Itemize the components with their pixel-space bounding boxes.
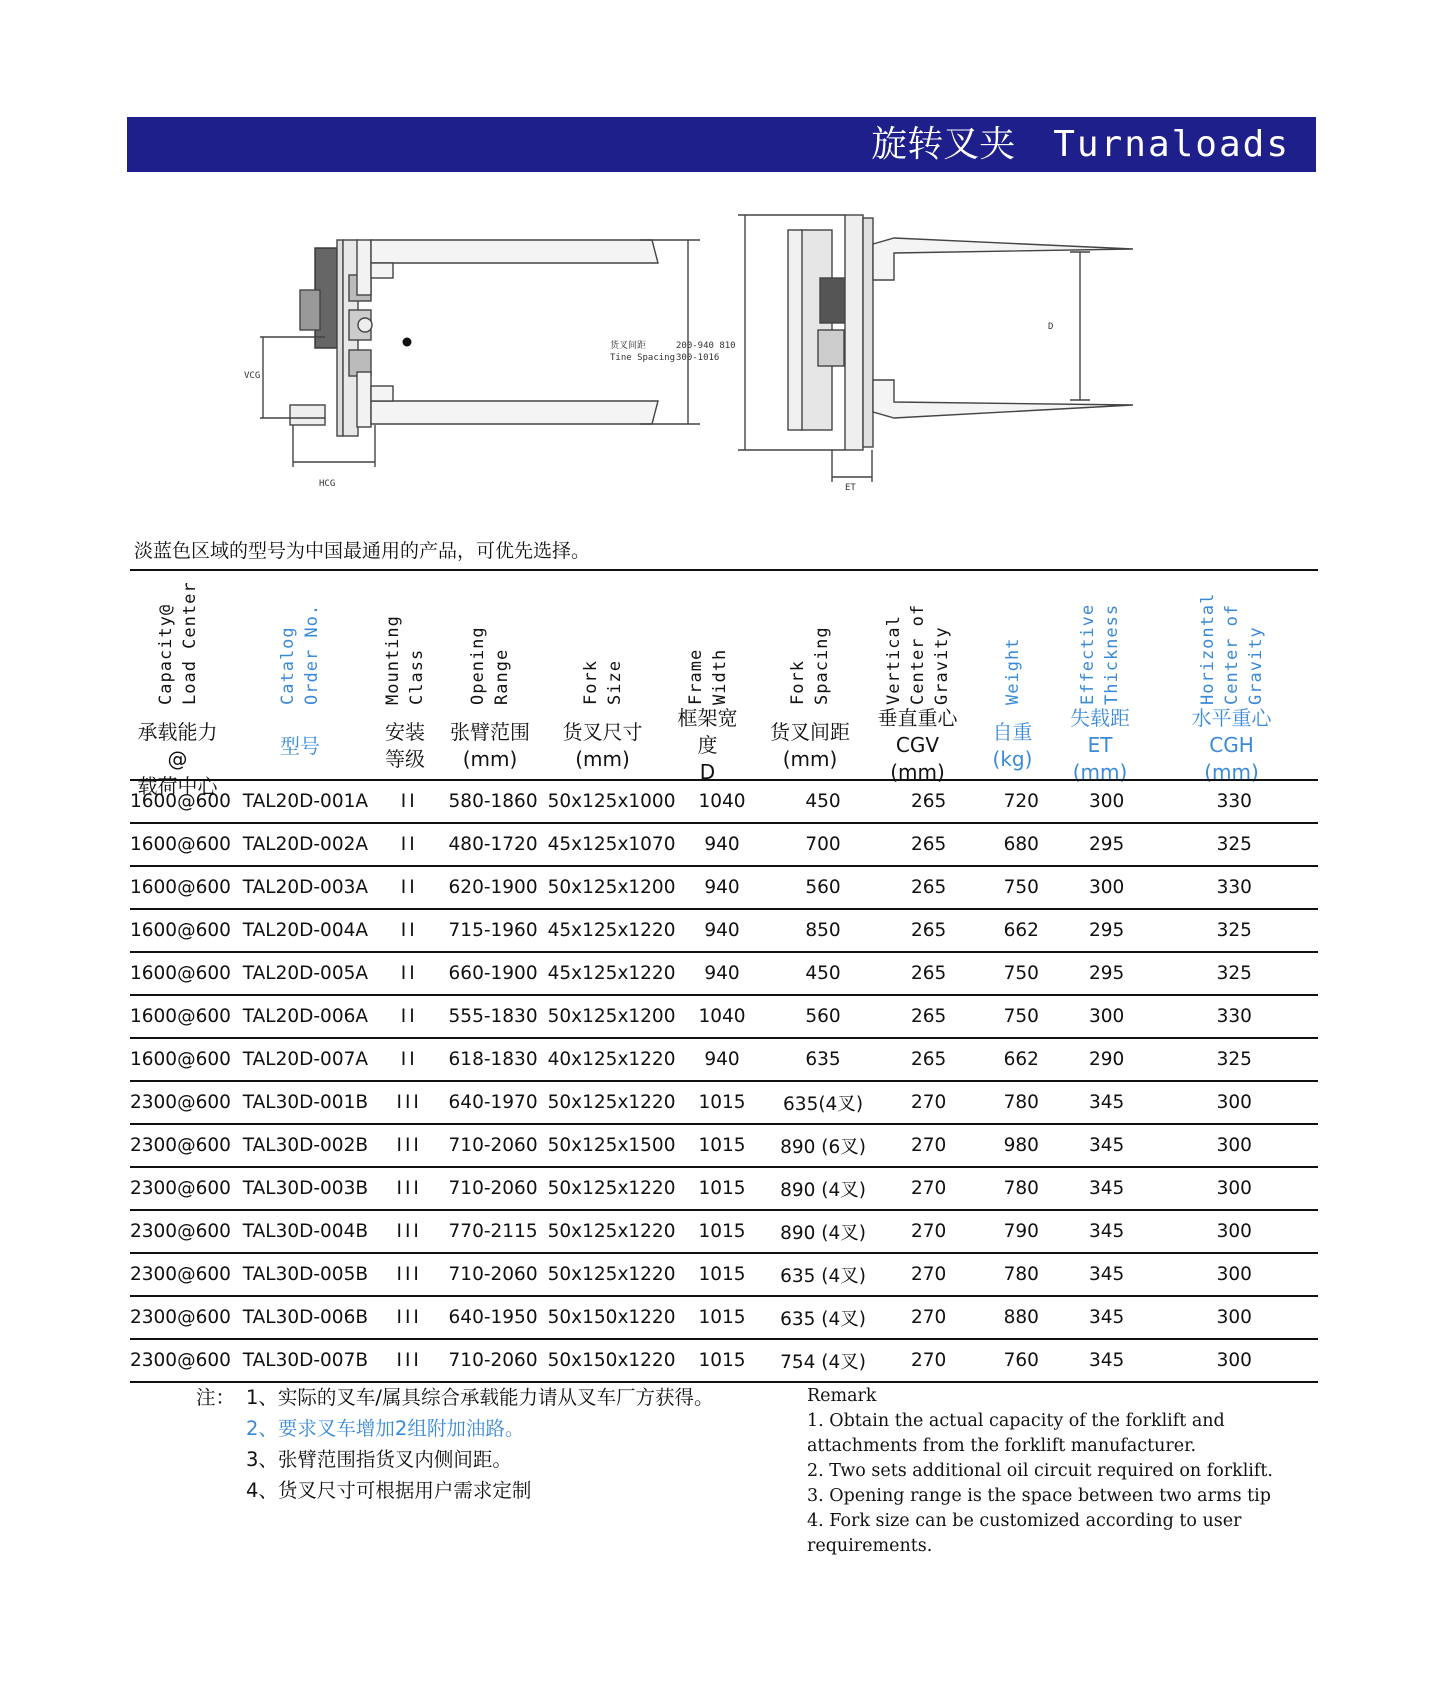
table-cell: TAL30D-003B (231, 1167, 380, 1210)
table-cell: 940 (675, 952, 768, 995)
header-en-1 (276, 575, 336, 705)
table-cell: 45x125x1070 (548, 823, 676, 866)
table-cell: 40x125x1220 (548, 1038, 676, 1081)
table-cell: TAL20D-001A (231, 780, 380, 823)
header-en-3 (466, 575, 526, 705)
remark-cn-2: 2、要求叉车增加2组附加油路。 (246, 1417, 525, 1440)
header-en-text-2: Mounting Class (383, 615, 427, 705)
table-cell: 300 (1151, 1339, 1319, 1382)
table-cell: 50x125x1220 (548, 1081, 676, 1124)
table-cell: TAL20D-006A (231, 995, 380, 1038)
table-row (130, 1210, 1318, 1253)
table-cell: 295 (1063, 909, 1151, 952)
table-cell: TAL20D-005A (231, 952, 380, 995)
table-cell: 1015 (675, 1253, 768, 1296)
table-cell: 330 (1151, 866, 1319, 909)
remark-en-4: 4. Fork size can be customized according to user requirements. (807, 1511, 1242, 1556)
table-cell: 480-1720 (439, 823, 548, 866)
header-en-text-7: Vertical Center of Gravity (883, 603, 952, 705)
table-cell: 50x125x1200 (548, 995, 676, 1038)
header-en-6 (786, 575, 846, 705)
table-cell: 325 (1151, 952, 1319, 995)
table-cell: 300 (1151, 1124, 1319, 1167)
table-cell: III (380, 1210, 439, 1253)
header-en-9 (1076, 575, 1136, 705)
table-cell: 345 (1063, 1081, 1151, 1124)
table-cell: 1600@600 (130, 909, 231, 952)
table-cell: 1600@600 (130, 780, 231, 823)
label-vcg: VCG (244, 371, 261, 381)
table-cell: 715-1960 (439, 909, 548, 952)
table-cell: 710-2060 (439, 1124, 548, 1167)
table-cell: 270 (878, 1253, 980, 1296)
header-en-5 (684, 575, 744, 705)
table-cell: 1600@600 (130, 866, 231, 909)
table-cell: 620-1900 (439, 866, 548, 909)
remarks-en (807, 1384, 1327, 1559)
table-cell: 662 (980, 909, 1063, 952)
table-cell: 300 (1151, 1167, 1319, 1210)
table-cell: 1600@600 (130, 1038, 231, 1081)
table-cell: TAL20D-004A (231, 909, 380, 952)
remark-en-1: 1. Obtain the actual capacity of the forklift and attachments from the forklift manufacturer. (807, 1411, 1225, 1456)
table-cell: 580-1860 (439, 780, 548, 823)
table-top-rule (130, 569, 1318, 571)
label-tine-cn: 货叉间距 (610, 341, 647, 351)
table-cell: 345 (1063, 1296, 1151, 1339)
header-en-text-0: Capacity@ Load Center (155, 581, 200, 705)
table-cell: II (380, 823, 439, 866)
table-cell: 2300@600 (130, 1124, 231, 1167)
header-en-text-9: Effective Thickness (1078, 603, 1122, 705)
table-cell: II (380, 866, 439, 909)
table-cell: TAL30D-001B (231, 1081, 380, 1124)
remark-en-3: 3. Opening range is the space between two arms tip (807, 1486, 1271, 1506)
table-cell: 635 (4叉) (769, 1253, 878, 1296)
table-cell: 635 (769, 1038, 878, 1081)
table-cell: 1600@600 (130, 952, 231, 995)
header-en-text-10: Horizontal Center of Gravity (1197, 592, 1266, 705)
table-cell: 265 (878, 909, 980, 952)
header-en-4 (579, 575, 639, 705)
table-cell: 635 (4叉) (769, 1296, 878, 1339)
remark-en-2: 2. Two sets additional oil circuit required on forklift. (807, 1461, 1273, 1481)
table-cell: 300 (1151, 1210, 1319, 1253)
table-cell: 640-1970 (439, 1081, 548, 1124)
table-cell: 1015 (675, 1081, 768, 1124)
table-cell: 770-2115 (439, 1210, 548, 1253)
table-cell: 270 (878, 1296, 980, 1339)
header-en-7 (882, 575, 952, 705)
header-cn-0: 承载能力@ 载荷中心 (137, 720, 218, 798)
table-cell: 780 (980, 1253, 1063, 1296)
table-cell: 270 (878, 1081, 980, 1124)
table-cell: 50x150x1220 (548, 1296, 676, 1339)
header-en-0 (154, 575, 214, 705)
table-cell: 754 (4叉) (769, 1339, 878, 1382)
table-row (130, 1339, 1318, 1382)
table-cell: 2300@600 (130, 1210, 231, 1253)
table-cell: 940 (675, 823, 768, 866)
table-cell: 940 (675, 909, 768, 952)
table-cell: III (380, 1253, 439, 1296)
table-cell: TAL30D-002B (231, 1124, 380, 1167)
table-cell: 290 (1063, 1038, 1151, 1081)
table-row (130, 1038, 1318, 1081)
table-cell: 780 (980, 1167, 1063, 1210)
header-cn-8: 自重 (kg) (992, 720, 1033, 771)
table-row (130, 1253, 1318, 1296)
table-row (130, 1124, 1318, 1167)
table-cell: 50x125x1220 (548, 1210, 676, 1253)
header-en-2 (381, 575, 441, 705)
table-cell: 890 (4叉) (769, 1167, 878, 1210)
table-cell: III (380, 1339, 439, 1382)
table-row (130, 823, 1318, 866)
table-cell: TAL30D-005B (231, 1253, 380, 1296)
table-cell: 45x125x1220 (548, 909, 676, 952)
table-cell: 300 (1151, 1081, 1319, 1124)
table-cell: 450 (769, 952, 878, 995)
table-cell: 780 (980, 1081, 1063, 1124)
table-cell: 660-1900 (439, 952, 548, 995)
table-cell: 45x125x1220 (548, 952, 676, 995)
header-en-text-8: Weight (1002, 637, 1023, 705)
header-cn-5: 框架宽 度 D (677, 706, 738, 784)
header-cn-9: 失载距 ET (mm) (1070, 706, 1130, 784)
table-cell: 265 (878, 866, 980, 909)
table-cell: 940 (675, 1038, 768, 1081)
table-cell: 1015 (675, 1339, 768, 1382)
label-d: D (1048, 322, 1054, 332)
table-cell: 980 (980, 1124, 1063, 1167)
table-cell: 890 (4叉) (769, 1210, 878, 1253)
table-cell: 50x125x1500 (548, 1124, 676, 1167)
remark-cn-4: 4、货叉尺寸可根据用户需求定制 (246, 1479, 532, 1502)
header-en-text-4: Fork Size (580, 660, 625, 705)
table-cell: 265 (878, 995, 980, 1038)
table-row (130, 1296, 1318, 1339)
header-cn-2: 安装 等级 (385, 720, 425, 771)
table-cell: 790 (980, 1210, 1063, 1253)
table-cell: 1015 (675, 1210, 768, 1253)
table-cell: II (380, 1038, 439, 1081)
table-cell: 1600@600 (130, 823, 231, 866)
table-row (130, 1167, 1318, 1210)
table-cell: 325 (1151, 909, 1319, 952)
table-cell: 270 (878, 1339, 980, 1382)
table-cell: 270 (878, 1210, 980, 1253)
table-cell: 300 (1151, 1296, 1319, 1339)
table-cell: III (380, 1296, 439, 1339)
table-cell: II (380, 995, 439, 1038)
table-cell: 2300@600 (130, 1253, 231, 1296)
remark-cn-1: 1、实际的叉车/属具综合承载能力请从叉车厂方获得。 (246, 1386, 714, 1409)
label-et: ET (845, 483, 856, 493)
table-cell: 50x125x1000 (548, 780, 676, 823)
table-cell: 618-1830 (439, 1038, 548, 1081)
table-cell: 50x125x1200 (548, 866, 676, 909)
table-cell: III (380, 1167, 439, 1210)
header-cn-6: 货叉间距 (mm) (770, 720, 850, 771)
header-en-text-1: Catalog Order No. (278, 603, 322, 705)
table-cell: TAL20D-003A (231, 866, 380, 909)
label-tine-en: Tine Spacing (610, 353, 676, 363)
table-cell: 720 (980, 780, 1063, 823)
spec-table-body (130, 779, 1318, 1383)
table-cell: 270 (878, 1167, 980, 1210)
table-cell: II (380, 952, 439, 995)
table-cell: 295 (1063, 823, 1151, 866)
table-cell: 750 (980, 952, 1063, 995)
header-cn-10: 水平重心 CGH (mm) (1191, 706, 1272, 784)
table-cell: 635(4叉) (769, 1081, 878, 1124)
table-cell: 1040 (675, 780, 768, 823)
table-cell: 450 (769, 780, 878, 823)
table-row (130, 866, 1318, 909)
remarks-cn-label: 注： (196, 1386, 236, 1409)
table-cell: 710-2060 (439, 1167, 548, 1210)
table-cell: 940 (675, 866, 768, 909)
table-cell: TAL30D-006B (231, 1296, 380, 1339)
table-cell: 270 (878, 1124, 980, 1167)
label-hcg: HCG (319, 479, 336, 489)
table-cell: 300 (1151, 1253, 1319, 1296)
header-en-text-5: Frame Width (685, 648, 730, 705)
table-cell: 750 (980, 866, 1063, 909)
header-en-10 (1196, 575, 1266, 705)
table-row (130, 995, 1318, 1038)
table-cell: 50x150x1220 (548, 1339, 676, 1382)
table-cell: 710-2060 (439, 1339, 548, 1382)
title-en: Turnaloads (1053, 124, 1290, 165)
table-cell: 2300@600 (130, 1081, 231, 1124)
table-cell: TAL20D-002A (231, 823, 380, 866)
table-cell: 265 (878, 823, 980, 866)
table-cell: 295 (1063, 952, 1151, 995)
table-cell: 680 (980, 823, 1063, 866)
table-cell: 50x125x1220 (548, 1167, 676, 1210)
table-cell: 2300@600 (130, 1339, 231, 1382)
table-row (130, 780, 1318, 823)
table-cell: 345 (1063, 1167, 1151, 1210)
table-cell: 1015 (675, 1296, 768, 1339)
table-cell: 300 (1063, 866, 1151, 909)
table-cell: 1040 (675, 995, 768, 1038)
label-range-1: 200-940 810 (676, 341, 736, 351)
table-cell: 880 (980, 1296, 1063, 1339)
table-cell: III (380, 1081, 439, 1124)
table-cell: 325 (1151, 823, 1319, 866)
table-cell: II (380, 909, 439, 952)
table-cell: 265 (878, 1038, 980, 1081)
table-cell: 640-1950 (439, 1296, 548, 1339)
table-cell: 345 (1063, 1339, 1151, 1382)
table-cell: 325 (1151, 1038, 1319, 1081)
table-cell: 330 (1151, 780, 1319, 823)
table-cell: 300 (1063, 995, 1151, 1038)
table-cell: 345 (1063, 1124, 1151, 1167)
table-cell: 265 (878, 952, 980, 995)
table-cell: 710-2060 (439, 1253, 548, 1296)
table-cell: 300 (1063, 780, 1151, 823)
table-cell: 850 (769, 909, 878, 952)
table-cell: III (380, 1124, 439, 1167)
table-cell: 1015 (675, 1167, 768, 1210)
header-en-8 (1001, 575, 1061, 705)
table-row (130, 952, 1318, 995)
table-cell: 890 (6叉) (769, 1124, 878, 1167)
table-row (130, 909, 1318, 952)
table-cell: 1600@600 (130, 995, 231, 1038)
label-range-2: 300-1016 (676, 353, 720, 363)
table-cell: 560 (769, 866, 878, 909)
table-cell: TAL20D-007A (231, 1038, 380, 1081)
table-cell: 265 (878, 780, 980, 823)
remarks-en-title: Remark (807, 1386, 877, 1406)
header-cn-1: 型号 (280, 734, 320, 758)
table-cell: 330 (1151, 995, 1319, 1038)
header-en-text-6: Fork Spacing (788, 626, 832, 705)
table-cell: 345 (1063, 1253, 1151, 1296)
header-cn-3: 张臂范围 (mm) (450, 720, 530, 771)
table-cell: 750 (980, 995, 1063, 1038)
preferred-models-note: 淡蓝色区域的型号为中国最通用的产品，可优先选择。 (134, 540, 591, 562)
table-cell: 50x125x1220 (548, 1253, 676, 1296)
remark-cn-3: 3、张臂范围指货叉内侧间距。 (246, 1448, 512, 1471)
title-banner (127, 117, 1316, 172)
header-cn-7: 垂直重心 CGV (mm) (877, 706, 958, 784)
table-cell: 2300@600 (130, 1167, 231, 1210)
title-cn: 旋转叉夹 (871, 124, 1016, 165)
banner-title (871, 123, 1290, 167)
table-cell: TAL30D-004B (231, 1210, 380, 1253)
table-cell: 560 (769, 995, 878, 1038)
header-en-text-3: Opening Range (468, 626, 512, 705)
table-cell: TAL30D-007B (231, 1339, 380, 1382)
table-cell: 662 (980, 1038, 1063, 1081)
header-cn-4: 货叉尺寸 (mm) (562, 720, 643, 771)
table-cell: 700 (769, 823, 878, 866)
table-cell: 760 (980, 1339, 1063, 1382)
table-cell: II (380, 780, 439, 823)
table-row (130, 1081, 1318, 1124)
table-cell: 2300@600 (130, 1296, 231, 1339)
table-cell: 555-1830 (439, 995, 548, 1038)
table-cell: 1015 (675, 1124, 768, 1167)
table-cell: 345 (1063, 1210, 1151, 1253)
turnaload-drawing (240, 200, 1190, 530)
